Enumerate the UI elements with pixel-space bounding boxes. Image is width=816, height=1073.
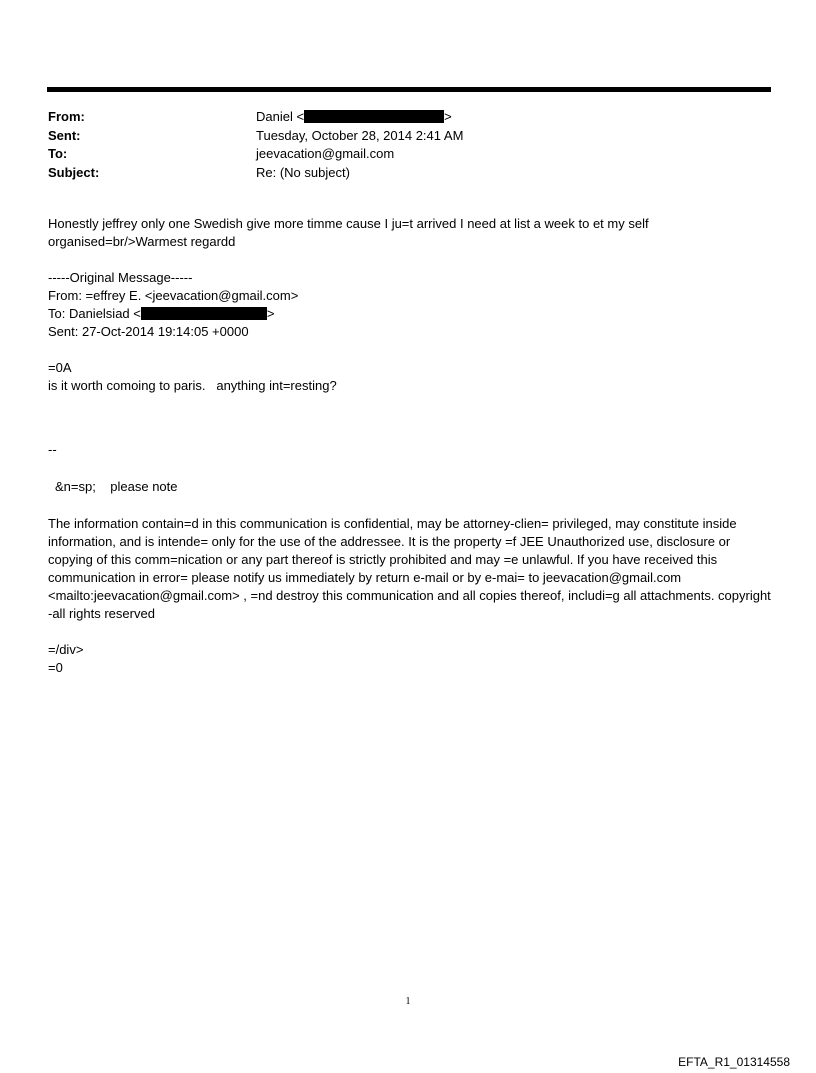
subject-row	[48, 164, 748, 183]
to-value: jeevacation@gmail.com	[256, 146, 395, 161]
original-sent: Sent: 27-Oct-2014 19:14:05 +0000	[48, 324, 249, 339]
header-rule	[47, 87, 771, 92]
question-line: is it worth comoing to paris. anything int=resting?	[48, 378, 337, 393]
note-line: &n=sp; please note	[55, 479, 178, 494]
original-to	[48, 305, 773, 323]
div-close: =/div>	[48, 642, 84, 657]
from-close: >	[444, 109, 452, 124]
from-name: Daniel <	[256, 109, 305, 124]
to-label: To:	[48, 146, 68, 161]
sent-value: Tuesday, October 28, 2014 2:41 AM	[256, 127, 464, 143]
original-message-marker: -----Original Message-----	[48, 270, 193, 285]
document-id: EFTA_R1_01314558	[678, 1055, 790, 1069]
redaction-box	[141, 307, 267, 320]
signature-dash: --	[48, 442, 57, 457]
original-from: From: =effrey E. <jeevacation@gmail.com>	[48, 288, 299, 303]
sent-label: Sent:	[48, 127, 81, 143]
subject-label: Subject:	[48, 164, 100, 180]
from-value	[256, 108, 748, 127]
reply-line-1: Honestly jeffrey only one Swedish give more timme cause I ju=t arrived I need at list a week to et my self	[48, 216, 649, 231]
email-header	[48, 108, 748, 182]
original-to-prefix: To: Danielsiad <	[48, 306, 141, 321]
code-0a: =0A	[48, 360, 72, 375]
to-row	[48, 145, 748, 164]
code-0: =0	[48, 660, 63, 675]
from-row	[48, 108, 748, 127]
page-number: 1	[405, 996, 411, 1007]
original-to-close: >	[266, 306, 275, 321]
disclaimer: The information contain=d in this communication is confidential, may be attorney-clien= privileged, may constitute inside information, and is intende= only for the use of the addressee. It is the property =f JEE Unauthorized use, disclosure or copying of this comm=nication or any part thereof is strictly prohibited and may =e unlawful. If you have received this communication in error= please notify us immediately by return e-mail or by e-mai= to jeevacation@gmail.com <mailto:jeevacation@gmail.com> , =nd destroy this communication and all copies thereof, includi=g all attachments. copyright -all rights reserved	[48, 516, 771, 621]
email-body	[48, 215, 773, 677]
sent-row	[48, 127, 748, 146]
from-label: From:	[48, 109, 85, 124]
reply-line-2: organised=br/>Warmest regardd	[48, 234, 236, 249]
redaction-box	[304, 110, 444, 123]
subject-value: Re: (No subject)	[256, 164, 350, 180]
